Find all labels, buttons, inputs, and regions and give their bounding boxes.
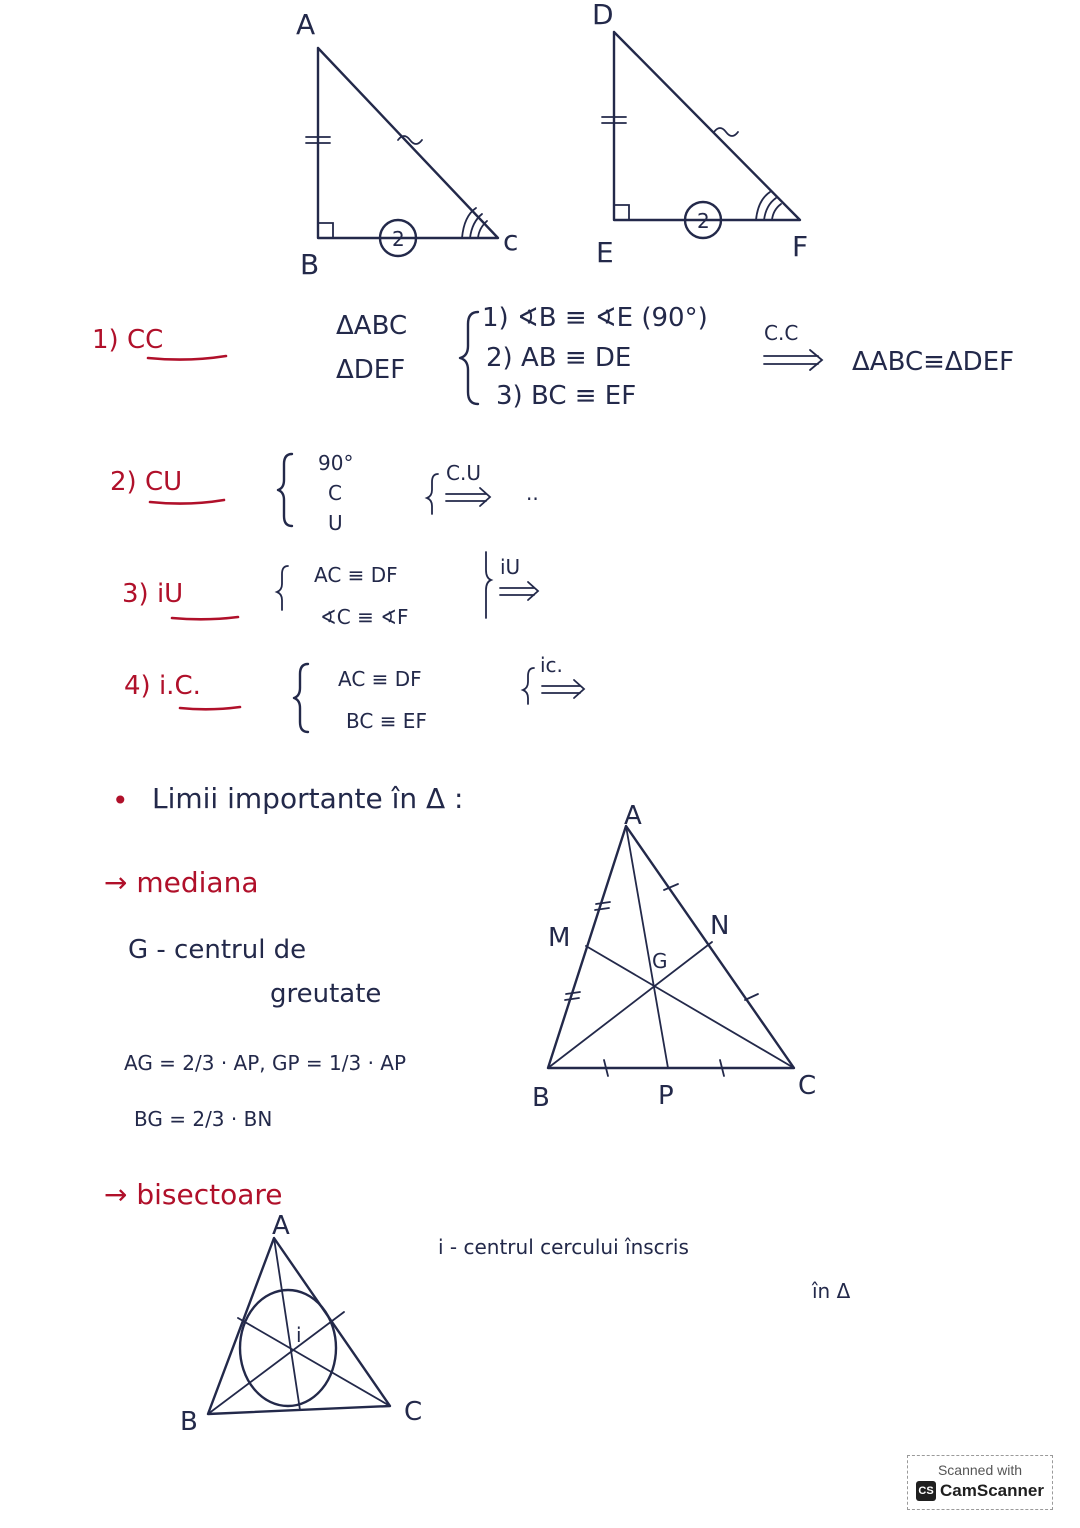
condition-1: AC ≡ DF bbox=[338, 667, 422, 691]
vertex-label-c: C bbox=[404, 1397, 423, 1427]
triangle-def-sides bbox=[614, 32, 800, 220]
incircle bbox=[240, 1290, 336, 1406]
midpoint-label-m: M bbox=[548, 923, 571, 953]
case-cu bbox=[110, 451, 539, 535]
vertex-label-d: D bbox=[592, 0, 614, 31]
condition-2: ∢C ≡ ∢F bbox=[320, 605, 409, 629]
system-brace bbox=[277, 566, 288, 610]
condition-2: 2) AB ≡ DE bbox=[486, 343, 632, 373]
angle-arc-f bbox=[772, 204, 781, 220]
centroid-formula-2: BG = 2/3 · BN bbox=[134, 1107, 273, 1131]
bisector-section bbox=[104, 1178, 851, 1437]
circled-mark-text: 2 bbox=[392, 227, 405, 251]
condition-3: U bbox=[328, 511, 343, 535]
tick-mark-am bbox=[595, 908, 609, 910]
case-ic bbox=[124, 653, 584, 733]
circled-mark-text: 2 bbox=[697, 209, 710, 233]
triangle-name-2: ΔDEF bbox=[336, 355, 406, 385]
case-cc bbox=[92, 303, 1014, 411]
case-title: 2) CU bbox=[110, 467, 183, 497]
implication-arrow-head bbox=[574, 680, 584, 698]
title-underline bbox=[148, 356, 226, 360]
vertex-label-b: B bbox=[300, 248, 320, 281]
case-title: 4) i.C. bbox=[124, 671, 201, 701]
tilde-mark-ac bbox=[398, 136, 422, 144]
vertex-label-b: B bbox=[180, 1407, 198, 1437]
watermark-brand bbox=[908, 1481, 1052, 1501]
vertex-label-e: E bbox=[596, 236, 614, 269]
triangle-name-1: ΔABC bbox=[336, 311, 408, 341]
centroid-label-g: G bbox=[652, 949, 668, 973]
title-underline bbox=[172, 617, 238, 619]
implication-label: ic. bbox=[540, 653, 563, 677]
condition-2: C bbox=[328, 481, 342, 505]
system-brace bbox=[278, 454, 292, 526]
incenter-label-i: i bbox=[296, 1323, 302, 1347]
median-section bbox=[104, 801, 816, 1131]
system-brace bbox=[523, 668, 534, 704]
midpoint-label-n: N bbox=[710, 911, 730, 941]
triangle-def bbox=[592, 0, 808, 269]
condition-1: 90° bbox=[318, 451, 354, 475]
implication-label: C.U bbox=[446, 461, 481, 485]
vertex-label-a: A bbox=[296, 8, 316, 41]
median-triangle bbox=[548, 826, 794, 1068]
incenter-definition: i - centrul cercului înscris bbox=[438, 1235, 689, 1259]
median-cm bbox=[586, 946, 794, 1068]
scanner-watermark bbox=[907, 1455, 1053, 1510]
vertex-label-b: B bbox=[532, 1083, 550, 1113]
bisector-c bbox=[238, 1318, 390, 1406]
camscanner-logo-icon: CS bbox=[916, 1481, 936, 1501]
conclusion: ΔABC≡ΔDEF bbox=[852, 347, 1015, 377]
section-header bbox=[112, 782, 464, 817]
centroid-definition-cont: greutate bbox=[270, 979, 382, 1009]
implication-label: iU bbox=[500, 555, 521, 579]
condition-1: AC ≡ DF bbox=[314, 563, 398, 587]
triangle-abc-sides bbox=[318, 48, 498, 238]
case-iu bbox=[122, 552, 538, 629]
centroid-definition: G - centrul de bbox=[128, 935, 307, 965]
vertex-label-c: c bbox=[503, 224, 519, 257]
incenter-definition-cont: în Δ bbox=[812, 1279, 851, 1303]
vertex-label-f: F bbox=[792, 230, 809, 263]
watermark-brand-name: CamScanner bbox=[940, 1481, 1044, 1500]
median-ap bbox=[626, 826, 668, 1068]
right-angle-mark-e bbox=[614, 205, 629, 220]
angle-arc-f bbox=[764, 198, 776, 220]
case-title: 1) CC bbox=[92, 325, 164, 355]
right-angle-mark-b bbox=[318, 223, 333, 238]
watermark-caption: Scanned with bbox=[937, 1462, 1023, 1478]
system-brace bbox=[460, 312, 478, 404]
continuation-dots: .. bbox=[526, 481, 539, 505]
tick-mark-am bbox=[596, 902, 610, 904]
implication-arrow-head bbox=[480, 488, 490, 506]
tick-mark-nc bbox=[745, 994, 758, 1000]
implication-arrow-head bbox=[810, 350, 822, 370]
tick-mark-mb bbox=[565, 998, 579, 1000]
implication-label: C.C bbox=[764, 321, 799, 345]
midpoint-label-p: P bbox=[658, 1081, 674, 1111]
median-heading: → mediana bbox=[104, 866, 259, 899]
condition-1: 1) ∢B ≡ ∢E (90°) bbox=[482, 303, 708, 333]
system-brace bbox=[294, 664, 308, 732]
section-title: Limii importante în Δ : bbox=[152, 782, 464, 815]
title-underline bbox=[180, 707, 240, 709]
bisector-heading: → bisectoare bbox=[104, 1178, 283, 1211]
title-underline bbox=[150, 500, 224, 504]
triangle-abc bbox=[296, 8, 518, 281]
centroid-formula-1: AG = 2/3 · AP, GP = 1/3 · AP bbox=[124, 1051, 407, 1075]
section-bullet: • bbox=[112, 784, 129, 817]
tick-mark-mb bbox=[566, 992, 580, 994]
tilde-mark-df bbox=[714, 128, 738, 136]
case-title: 3) iU bbox=[122, 579, 184, 609]
vertex-label-a: A bbox=[624, 801, 642, 831]
system-brace bbox=[427, 474, 438, 514]
condition-3: 3) BC ≡ EF bbox=[496, 381, 637, 411]
vertex-label-c: C bbox=[798, 1071, 817, 1101]
condition-2: BC ≡ EF bbox=[346, 709, 427, 733]
system-brace-right bbox=[486, 552, 491, 618]
vertex-label-a: A bbox=[272, 1211, 290, 1241]
implication-arrow-head bbox=[528, 582, 538, 600]
